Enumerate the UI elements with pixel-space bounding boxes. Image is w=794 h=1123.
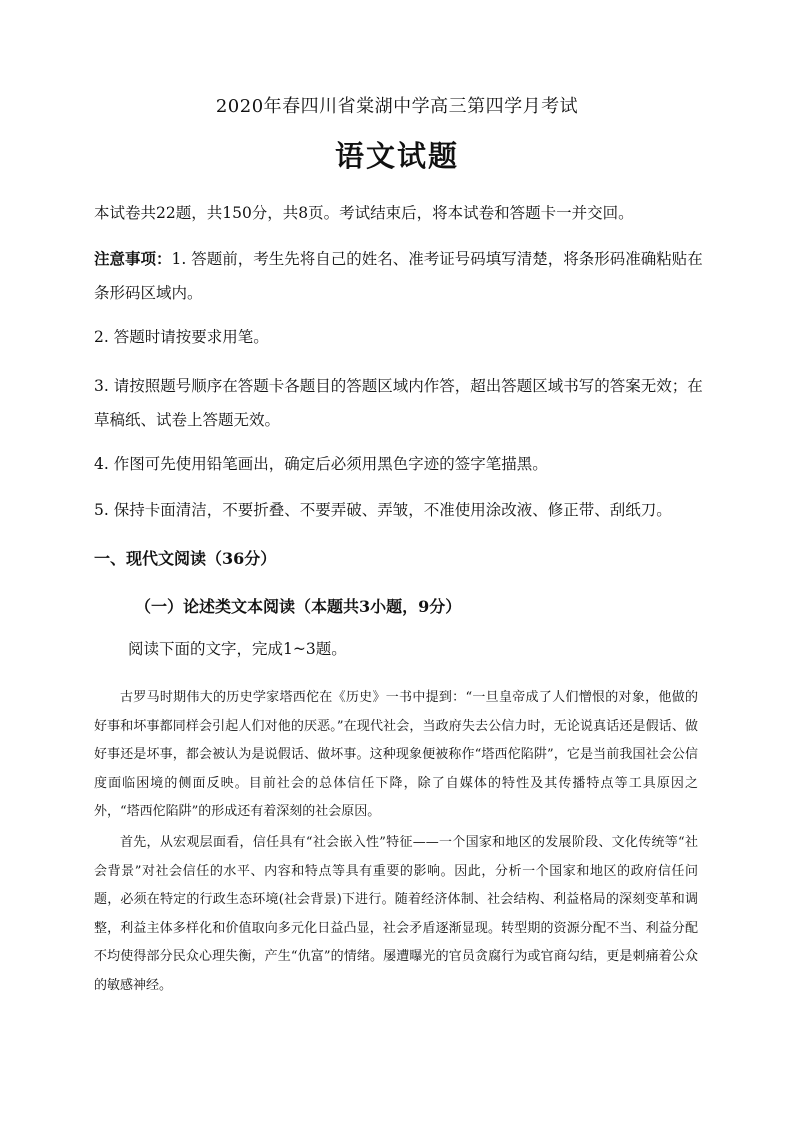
notes-item-3: 3. 请按照题号顺序在答题卡各题目的答题区域内作答，超出答题区域书写的答案无效；在草稿纸、试卷上答题无效。	[94, 377, 703, 429]
passage-paragraph-2: 首先，从宏观层面看，信任具有“社会嵌入性”特征——一个国家和地区的发展阶段、文化传统等“社会背景”对社会信任的水平、内容和特点等具有重要的影响。因此，分析一个国家和地区的政府信任问题，必须在特定的行政生态环境(社会背景)下进行。随着经济体制、社会结构、利益格局的深刻变革和调整，利益主体多样化和价值取向多元化日益凸显，社会矛盾逐渐显现。转型期的资源分配不当、利益分配不均使得部分民众心理失衡，产生“仇富”的情绪。屡遭曝光的官员贪腐行为或官商勾结，更是刺痛着公众的敏感神经。	[94, 835, 698, 993]
subject-title: 语文试题	[334, 139, 459, 173]
reading-instruction: 阅读下面的文字，完成1~3题。	[128, 640, 347, 658]
notes-label: 注意事项：	[94, 249, 172, 268]
passage-paragraph-1: 古罗马时期伟大的历史学家塔西佗在《历史》一书中提到：“一旦皇帝成了人们憎恨的对象，他做的好事和坏事都同样会引起人们对他的厌恶。”在现代社会，当政府失去公信力时，无论说真话还是假话、做好事还是坏事，都会被认为是说假话、做坏事。这种现象便被称作“塔西佗陷阱”，它是当前我国社会公信度面临困境的侧面反映。目前社会的总体信任下降，除了自媒体的特性及其传播特点等工具原因之外，“塔西佗陷阱”的形成还有着深刻的社会原因。	[94, 690, 698, 819]
section-heading: 一、现代文阅读（36分）	[94, 549, 277, 568]
notes-item-2: 2. 答题时请按要求用笔。	[94, 328, 269, 346]
notes-item-1	[94, 242, 706, 310]
intro-text: 本试卷共22题，共150分，共8页。考试结束后，将本试卷和答题卡一并交回。	[94, 204, 634, 222]
subsection-heading: （一）论述类文本阅读（本题共3小题，9分）	[135, 597, 462, 616]
notes-item-5: 5. 保持卡面清洁，不要折叠、不要弄破、弄皱，不准使用涂改液、修正带、刮纸刀。	[94, 501, 672, 519]
notes-item-4: 4. 作图可先使用铅笔画出，确定后必须用黑色字迹的签字笔描黑。	[94, 455, 548, 473]
exam-title: 2020年春四川省棠湖中学高三第四学月考试	[215, 96, 579, 117]
notes-item-1-text: 1. 答题前，考生先将自己的姓名、准考证号码填写清楚，将条形码准确粘贴在条形码区域内。	[94, 250, 703, 302]
